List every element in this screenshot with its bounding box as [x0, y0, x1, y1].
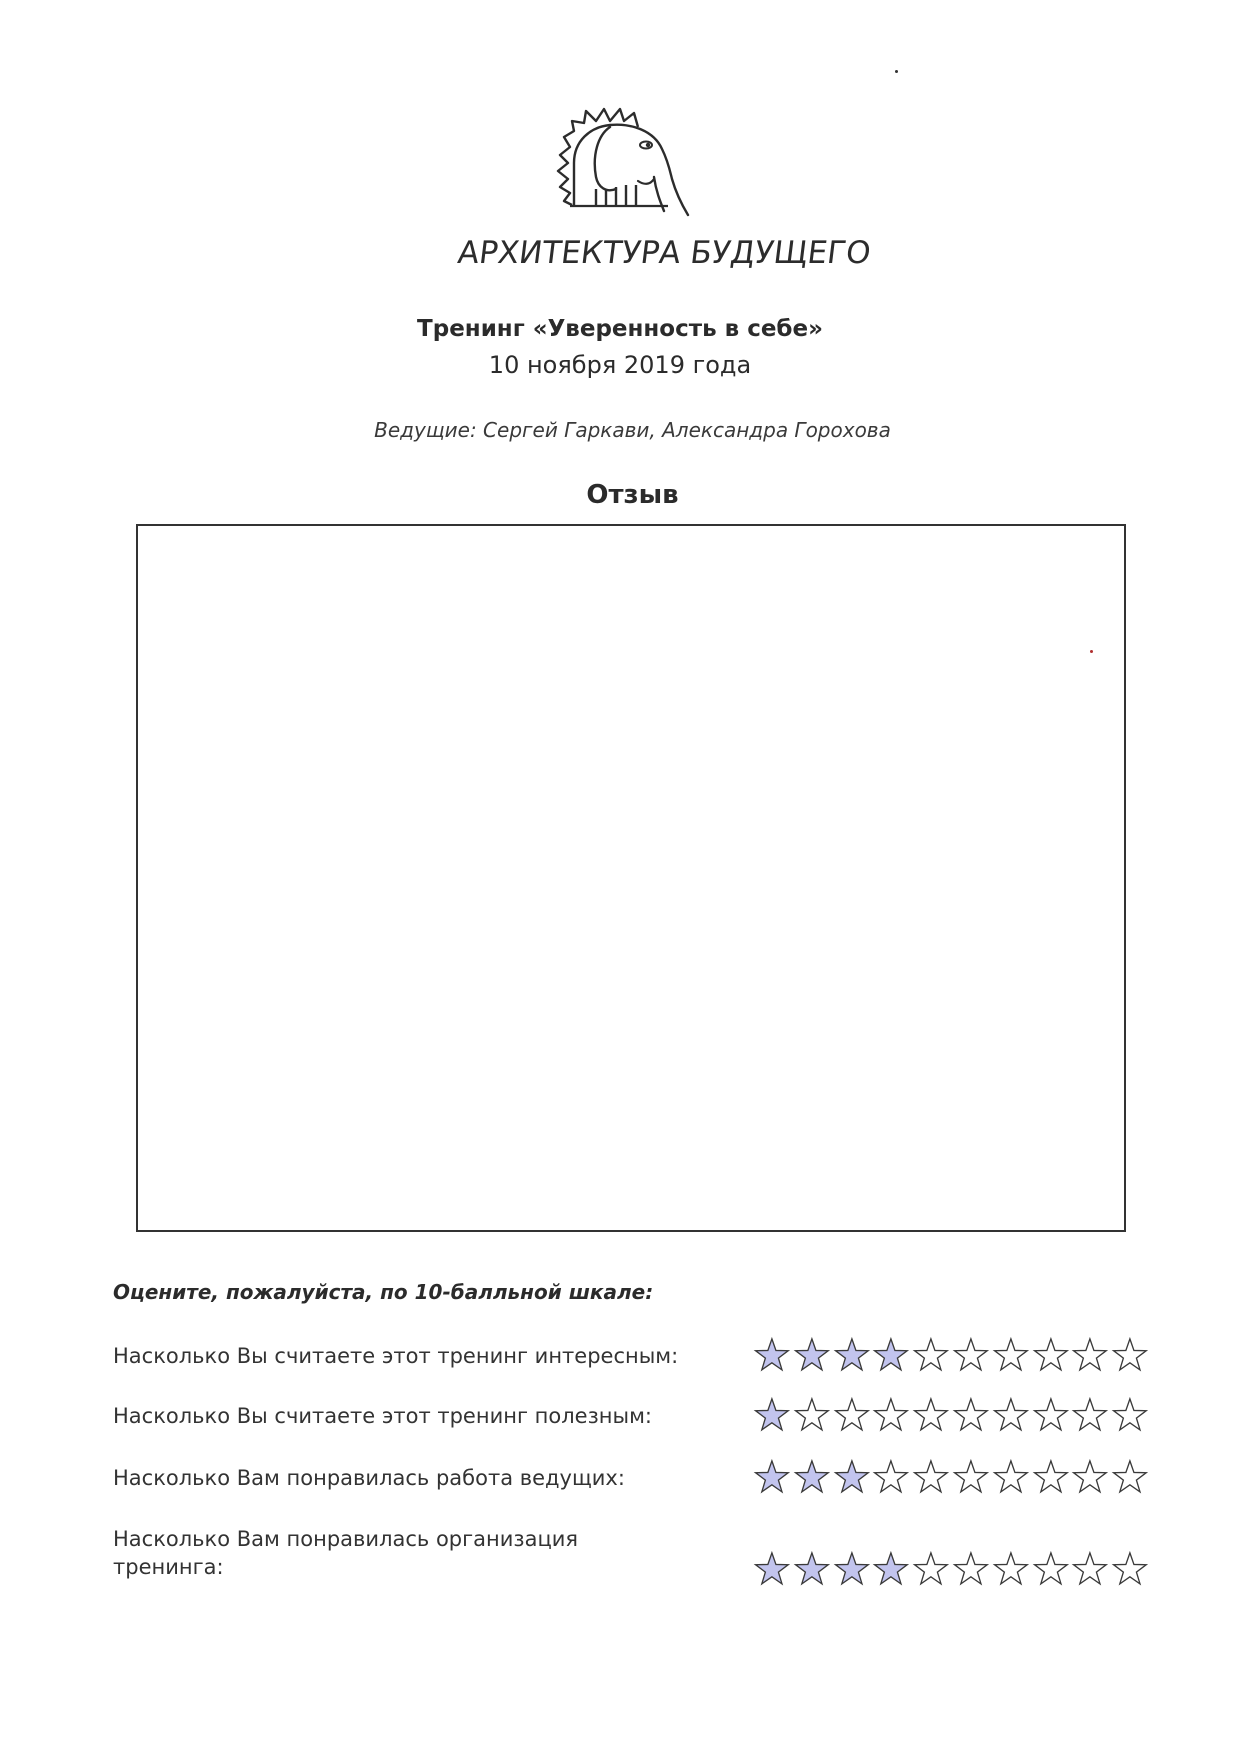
star-filled-icon[interactable]: [752, 1396, 792, 1436]
question-label-interesting: Насколько Вы считаете этот тренинг интересным:: [113, 1344, 679, 1368]
star-empty-icon[interactable]: [951, 1336, 991, 1376]
star-empty-icon[interactable]: [1070, 1396, 1110, 1436]
star-empty-icon[interactable]: [951, 1458, 991, 1498]
star-empty-icon[interactable]: [1070, 1550, 1110, 1590]
star-filled-icon[interactable]: [752, 1458, 792, 1498]
star-empty-icon[interactable]: [1070, 1336, 1110, 1376]
page-title: Тренинг «Уверенность в себе»: [417, 316, 823, 342]
star-filled-icon[interactable]: [871, 1336, 911, 1376]
star-filled-icon[interactable]: [792, 1336, 832, 1376]
star-rating-useful[interactable]: [752, 1396, 1150, 1436]
star-empty-icon[interactable]: [911, 1336, 951, 1376]
star-empty-icon[interactable]: [832, 1396, 872, 1436]
rating-heading: Оцените, пожалуйста, по 10-балльной шкале:: [113, 1280, 654, 1304]
star-empty-icon[interactable]: [1031, 1550, 1071, 1590]
star-empty-icon[interactable]: [1110, 1458, 1150, 1498]
review-textarea[interactable]: [136, 524, 1126, 1232]
scan-speck: [1090, 650, 1093, 653]
star-empty-icon[interactable]: [991, 1550, 1031, 1590]
star-filled-icon[interactable]: [792, 1458, 832, 1498]
star-empty-icon[interactable]: [1110, 1396, 1150, 1436]
hosts-line: Ведущие: Сергей Гаркави, Александра Горохова: [374, 418, 891, 442]
question-label-organization: Насколько Вам понравилась организация тренинга:: [113, 1527, 579, 1579]
star-empty-icon[interactable]: [1031, 1396, 1071, 1436]
star-empty-icon[interactable]: [911, 1550, 951, 1590]
star-filled-icon[interactable]: [752, 1550, 792, 1590]
star-rating-organization[interactable]: [752, 1550, 1150, 1590]
star-filled-icon[interactable]: [871, 1550, 911, 1590]
star-rating-interesting[interactable]: [752, 1336, 1150, 1376]
star-empty-icon[interactable]: [1031, 1458, 1071, 1498]
star-empty-icon[interactable]: [911, 1458, 951, 1498]
review-heading: Отзыв: [586, 480, 679, 510]
star-empty-icon[interactable]: [951, 1396, 991, 1436]
star-empty-icon[interactable]: [951, 1550, 991, 1590]
star-filled-icon[interactable]: [832, 1550, 872, 1590]
star-empty-icon[interactable]: [991, 1336, 1031, 1376]
star-empty-icon[interactable]: [991, 1458, 1031, 1498]
question-label-hosts: Насколько Вам понравилась работа ведущих:: [113, 1466, 625, 1490]
question-label-useful: Насколько Вы считаете этот тренинг полезным:: [113, 1404, 652, 1428]
star-empty-icon[interactable]: [792, 1396, 832, 1436]
event-date: 10 ноября 2019 года: [488, 351, 752, 379]
elephant-icon: [550, 105, 700, 233]
star-empty-icon[interactable]: [871, 1396, 911, 1436]
star-empty-icon[interactable]: [1031, 1336, 1071, 1376]
scan-speck: [895, 70, 898, 73]
star-empty-icon[interactable]: [1110, 1336, 1150, 1376]
star-empty-icon[interactable]: [911, 1396, 951, 1436]
star-filled-icon[interactable]: [792, 1550, 832, 1590]
star-filled-icon[interactable]: [752, 1336, 792, 1376]
star-rating-hosts[interactable]: [752, 1458, 1150, 1498]
star-filled-icon[interactable]: [832, 1336, 872, 1376]
logo-text: АРХИТЕКТУРА БУДУЩЕГО: [455, 235, 873, 271]
star-empty-icon[interactable]: [991, 1396, 1031, 1436]
star-empty-icon[interactable]: [871, 1458, 911, 1498]
star-filled-icon[interactable]: [832, 1458, 872, 1498]
star-empty-icon[interactable]: [1070, 1458, 1110, 1498]
star-empty-icon[interactable]: [1110, 1550, 1150, 1590]
